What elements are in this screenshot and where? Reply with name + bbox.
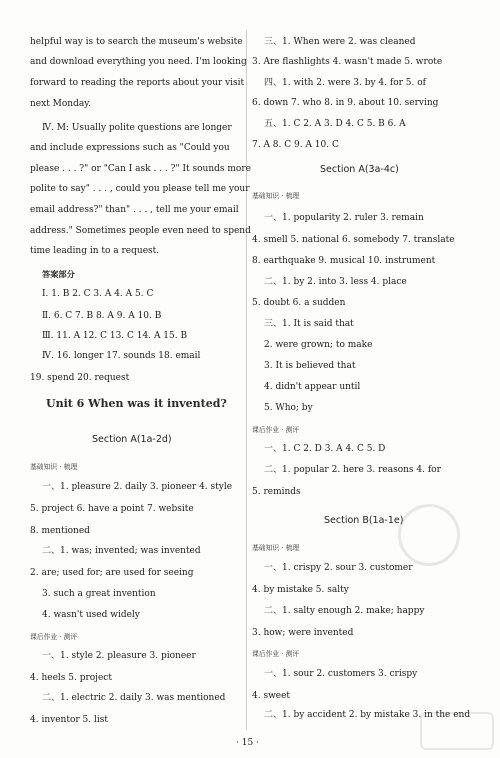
text-line: 4. heels 5. project [30,673,112,683]
text-line: Ⅰ. 1. B 2. C 3. A 4. A 5. C [42,289,154,299]
subsection-label: 基础知识 · 梳理 [252,192,300,200]
text-line: 4. wasn't used widely [42,610,140,620]
section-heading: Section B(1a-1e) [324,515,404,526]
text-line: 三、1. When were 2. was cleaned [264,37,416,47]
text-line: 一、1. style 2. pleasure 3. pioneer [42,651,196,661]
section-heading: Section A(1a-2d) [92,434,172,445]
text-line: 3. Are flashlights 4. wasn't made 5. wrote [252,57,443,67]
text-line: 二、1. electric 2. daily 3. was mentioned [42,693,226,703]
text-line: 19. spend 20. request [30,373,130,383]
text-line: 4. sweet [252,691,291,701]
text-line: 四、1. with 2. were 3. by 4. for 5. of [264,78,426,88]
text-line: 5. project 6. have a point 7. website [30,504,194,514]
text-line: 4. inventor 5. list [30,715,108,725]
page-number: · 15 · [236,738,259,748]
text-line: 6. down 7. who 8. in 9. about 10. serving [252,98,439,108]
text-line: 8. mentioned [30,526,90,536]
text-line: please . . . ?" or "Can I ask . . . ?" It sounds more [30,164,251,174]
text-line: 一、1. crispy 2. sour 3. customer [264,563,413,573]
text-line: 二、1. salty enough 2. make; happy [264,606,425,616]
text-line: 3. how; were invented [252,628,354,638]
text-line: 3. such a great invention [42,589,156,599]
text-line: 3. It is believed that [264,361,356,371]
subsection-label: 课后作业 · 测评 [252,426,300,434]
subsection-label: 基础知识 · 梳理 [30,463,78,471]
text-line: Ⅳ. 16. longer 17. sounds 18. email [42,351,201,361]
text-line: helpful way is to search the museum's website [30,37,243,47]
text-line: 五、1. C 2. A 3. D 4. C 5. B 6. A [264,119,406,129]
text-line: 二、1. by accident 2. by mistake 3. in the end [264,710,471,720]
text-line: 5. reminds [252,487,301,497]
text-line: 7. A 8. C 9. A 10. C [252,140,339,150]
text-line: 二、1. popular 2. here 3. reasons 4. for [264,465,441,475]
text-line: and include expressions such as "Could you [30,143,230,153]
text-line: address." Sometimes people even need to spend [30,226,251,236]
text-line: 4. by mistake 5. salty [252,585,349,595]
text-line: 三、1. It is said that [264,319,354,329]
text-line: 二、1. was; invented; was invented [42,546,201,556]
text-line: 一、1. popularity 2. ruler 3. remain [264,213,424,223]
section-heading: Unit 6 When was it invented? [46,397,227,410]
text-line: 5. doubt 6. a sudden [252,298,346,308]
text-line: time leading in to a request. [30,246,160,256]
text-line: 一、1. C 2. D 3. A 4. C 5. D [264,444,386,454]
text-line: next Monday. [30,99,91,109]
section-heading: Section A(3a-4c) [320,164,399,175]
text-line: Ⅱ. 6. C 7. B 8. A 9. A 10. B [42,311,162,321]
text-line: Ⅳ. M: Usually polite questions are longer [42,123,232,133]
text-line: 4. didn't appear until [264,382,361,392]
text-line: 2. were grown; to make [264,340,373,350]
watermark-logo-icon [420,712,494,750]
text-line: and download everything you need. I'm looking [30,57,247,67]
column-divider [246,30,247,730]
subsection-label: 基础知识 · 梳理 [252,544,300,552]
text-line: email address?" than" . . . , tell me your email [30,205,239,215]
text-line: 一、1. pleasure 2. daily 3. pioneer 4. style [42,482,233,492]
text-line: polite to say" . . . , could you please tell me your [30,184,250,194]
text-line: 5. Who; by [264,403,313,413]
text-line: 2. are; used for; are used for seeing [30,568,194,578]
text-line: 二、1. by 2. into 3. less 4. place [264,277,407,287]
text-line: 答案部分 [42,269,75,279]
subsection-label: 课后作业 · 测评 [30,633,78,641]
text-line: Ⅲ. 11. A 12. C 13. C 14. A 15. B [42,331,188,341]
text-line: 4. smell 5. national 6. somebody 7. translate [252,235,455,245]
text-line: forward to reading the reports about your visit [30,78,245,88]
text-line: 一、1. sour 2. customers 3. crispy [264,669,418,679]
text-line: 8. earthquake 9. musical 10. instrument [252,256,436,266]
subsection-label: 课后作业 · 测评 [252,650,300,658]
watermark-stamp-icon [398,504,460,566]
